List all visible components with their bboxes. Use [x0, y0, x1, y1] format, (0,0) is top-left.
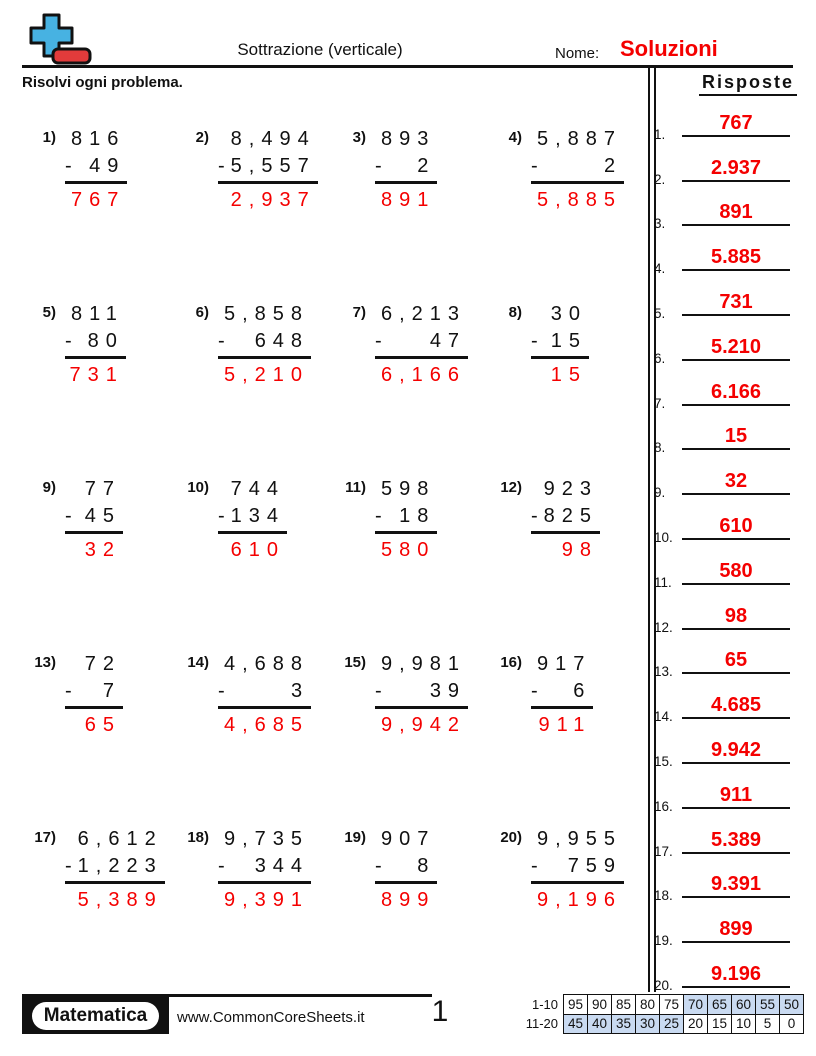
answer-number: 20.	[654, 977, 673, 993]
answer-number: 14.	[654, 709, 673, 725]
problem-number: 20)	[500, 829, 522, 846]
answer-number: 10.	[654, 529, 673, 545]
website-url: www.CommonCoreSheets.it	[177, 1009, 365, 1026]
equals-bar	[375, 356, 468, 359]
problem-answer: 65	[84, 714, 121, 736]
minus-sign-icon: -	[65, 330, 72, 352]
answer-blank-line	[682, 762, 790, 764]
problem-number: 17)	[34, 829, 56, 846]
problem-body	[531, 126, 624, 214]
problem-number: 7)	[352, 304, 366, 321]
minus-sign-icon: -	[531, 155, 538, 177]
subtrahend: 2	[417, 155, 436, 177]
grade-score-cell: 80	[636, 995, 660, 1015]
problem-number: 12)	[500, 479, 522, 496]
answer-blank-line	[682, 404, 790, 406]
subtrahend: 45	[84, 505, 121, 527]
subtrahend: 825	[543, 505, 599, 527]
problem-answer: 4,685	[224, 714, 310, 736]
problem-answer: 9,391	[224, 889, 310, 911]
problem-answer: 911	[538, 714, 592, 736]
subtrahend-row	[218, 678, 311, 705]
minuend: 6,213	[381, 303, 467, 325]
subtraction-problem	[334, 301, 490, 476]
minus-sign-icon: -	[218, 155, 225, 177]
equals-bar	[375, 531, 437, 534]
instruction-text: Risolvi ogni problema.	[22, 74, 183, 91]
subtrahend-row	[375, 853, 437, 880]
answer-blank-line	[682, 896, 790, 898]
subtrahend-row	[65, 328, 126, 355]
problem-number: 4)	[508, 129, 522, 146]
problem-body	[65, 301, 126, 389]
answer-value: 5.885	[710, 246, 762, 269]
problem-body	[218, 476, 287, 564]
problem-number: 16)	[500, 654, 522, 671]
problem-body	[218, 826, 311, 914]
problem-number: 13)	[34, 654, 56, 671]
equals-bar	[375, 881, 437, 884]
answer-row	[653, 324, 794, 369]
subtrahend: 759	[567, 855, 623, 877]
problem-answer: 6,166	[381, 364, 467, 386]
subtrahend: 8	[417, 855, 436, 877]
minuend: 8,494	[230, 128, 316, 150]
header-divider	[22, 65, 793, 68]
minuend: 598	[381, 478, 436, 500]
subtraction-problem	[24, 126, 177, 301]
answer-value: 4.685	[710, 694, 762, 717]
minus-sign-icon: -	[375, 680, 382, 702]
answer-blank-line	[682, 359, 790, 361]
equals-bar	[65, 531, 123, 534]
problem-number: 9)	[42, 479, 56, 496]
answer-blank-line	[682, 807, 790, 809]
problem-body	[65, 651, 123, 739]
answer-value: 98	[724, 604, 748, 627]
equals-bar	[65, 181, 127, 184]
grade-score-cell: 30	[636, 1014, 660, 1034]
answer-row	[653, 279, 794, 324]
equals-bar	[218, 531, 287, 534]
minus-sign-icon: -	[375, 505, 382, 527]
brand-name: Matematica	[32, 1002, 160, 1030]
grade-row	[524, 995, 804, 1015]
answer-value: 9.196	[710, 962, 762, 985]
subtrahend-row	[218, 153, 318, 180]
minus-sign-icon: -	[65, 505, 72, 527]
problem-number: 15)	[344, 654, 366, 671]
subtraction-problem	[24, 476, 177, 651]
subtraction-problem	[177, 651, 334, 826]
problem-answer: 9,942	[381, 714, 467, 736]
subtrahend: 18	[399, 505, 436, 527]
grade-score-cell: 20	[684, 1014, 708, 1034]
minus-sign-icon: -	[375, 330, 382, 352]
grade-score-cell: 25	[660, 1014, 684, 1034]
problem-body	[375, 301, 468, 389]
problem-number: 5)	[42, 304, 56, 321]
grade-score-cell: 55	[756, 995, 780, 1015]
minus-sign-icon: -	[65, 680, 72, 702]
subtrahend-row	[375, 503, 437, 530]
answer-blank-line	[682, 180, 790, 182]
problem-answer: 9,196	[537, 889, 623, 911]
subtraction-problem	[177, 826, 334, 1001]
subtrahend-row	[375, 328, 468, 355]
answer-blank-line	[682, 269, 790, 271]
answer-row	[653, 234, 794, 279]
page-title: Sottrazione (verticale)	[237, 40, 403, 59]
subtrahend-row	[65, 678, 123, 705]
subtraction-problem	[334, 651, 490, 826]
answer-blank-line	[682, 717, 790, 719]
minuend: 77	[84, 478, 121, 500]
minus-sign-icon: -	[531, 855, 538, 877]
subtrahend-row	[218, 328, 311, 355]
problem-answer: 32	[84, 539, 121, 561]
problem-answer: 731	[69, 364, 124, 386]
answer-number: 4.	[654, 261, 666, 277]
grade-score-cell: 50	[780, 995, 804, 1015]
answer-row	[653, 817, 794, 862]
minuend: 9,735	[224, 828, 310, 850]
answer-row	[653, 862, 794, 907]
minuend: 917	[537, 653, 592, 675]
minuend: 923	[543, 478, 599, 500]
problem-number: 11)	[345, 479, 366, 496]
answer-number: 7.	[654, 395, 666, 411]
answer-blank-line	[682, 941, 790, 943]
subtrahend: 39	[429, 680, 467, 702]
problem-answer: 767	[71, 189, 126, 211]
problem-number: 1)	[42, 129, 56, 146]
subtrahend: 2	[603, 155, 623, 177]
equals-bar	[531, 181, 624, 184]
grade-score-cell: 40	[588, 1014, 612, 1034]
answer-number: 16.	[654, 798, 673, 814]
grade-score-cell: 75	[660, 995, 684, 1015]
page-number: 1	[431, 995, 449, 1028]
subtraction-problem	[490, 651, 636, 826]
answers-heading: Risposte	[699, 72, 797, 96]
subtrahend: 7	[102, 680, 121, 702]
subtraction-problem	[334, 476, 490, 651]
answer-value: 911	[719, 783, 753, 806]
subtraction-problem	[177, 126, 334, 301]
answer-number: 6.	[654, 350, 666, 366]
minuend: 5,887	[537, 128, 623, 150]
subtrahend: 344	[254, 855, 310, 877]
answer-row	[653, 593, 794, 638]
equals-bar	[531, 356, 589, 359]
answer-number: 15.	[654, 753, 673, 769]
answer-row	[653, 682, 794, 727]
equals-bar	[531, 881, 624, 884]
answer-row	[653, 190, 794, 235]
minuend: 907	[381, 828, 436, 850]
problem-answer: 5,389	[77, 889, 163, 911]
answer-blank-line	[682, 628, 790, 630]
subtrahend: 6	[573, 680, 592, 702]
subtrahend: 47	[429, 330, 467, 352]
answer-value: 891	[719, 201, 753, 224]
answer-row	[653, 548, 794, 593]
subtraction-problem	[24, 651, 177, 826]
problem-body	[531, 476, 600, 564]
plus-minus-logo-icon	[22, 12, 94, 68]
subtraction-problem	[334, 126, 490, 301]
subtrahend: 648	[254, 330, 310, 352]
subtrahend-row	[65, 853, 165, 880]
subtrahend-row	[218, 503, 287, 530]
minuend: 893	[381, 128, 436, 150]
minuend: 816	[71, 128, 126, 150]
answer-row	[653, 727, 794, 772]
problem-body	[531, 301, 589, 389]
answer-number: 12.	[654, 619, 673, 635]
problem-number: 8)	[508, 304, 522, 321]
minus-sign-icon: -	[218, 330, 225, 352]
grade-score-cell: 95	[564, 995, 588, 1015]
grade-score-cell: 65	[708, 995, 732, 1015]
answer-row	[653, 951, 794, 996]
problem-answer: 98	[561, 539, 599, 561]
problem-number: 3)	[352, 129, 366, 146]
minuend: 9,955	[537, 828, 623, 850]
equals-bar	[65, 706, 123, 709]
problem-number: 18)	[187, 829, 209, 846]
problem-body	[65, 476, 123, 564]
brand-logo	[22, 997, 169, 1034]
answer-blank-line	[682, 538, 790, 540]
answer-value: 5.210	[710, 335, 762, 358]
problem-number: 2)	[195, 129, 209, 146]
problem-answer: 5,885	[537, 189, 623, 211]
grade-score-cell: 10	[732, 1014, 756, 1034]
minuend: 4,688	[224, 653, 310, 675]
answer-blank-line	[682, 135, 790, 137]
minus-sign-icon: -	[531, 680, 538, 702]
subtraction-problem	[490, 476, 636, 651]
problem-answer: 610	[230, 539, 286, 561]
minus-sign-icon: -	[375, 855, 382, 877]
answer-number: 1.	[654, 126, 666, 142]
grade-score-cell: 90	[588, 995, 612, 1015]
answer-row	[653, 145, 794, 190]
subtrahend: 49	[89, 155, 126, 177]
minus-sign-icon: -	[375, 155, 382, 177]
answer-row	[653, 458, 794, 503]
name-label: Nome:	[555, 45, 600, 62]
subtrahend: 5,557	[230, 155, 316, 177]
grade-score-cell: 35	[612, 1014, 636, 1034]
answer-number: 11.	[654, 574, 672, 590]
grade-score-cell: 45	[564, 1014, 588, 1034]
answer-blank-line	[682, 448, 790, 450]
answer-value: 6.166	[710, 380, 762, 403]
answer-value: 32	[724, 470, 748, 493]
equals-bar	[375, 706, 468, 709]
subtraction-problem	[490, 826, 636, 1001]
subtrahend: 3	[290, 680, 310, 702]
problem-body	[218, 301, 311, 389]
grade-score-cell: 0	[780, 1014, 804, 1034]
grading-table	[524, 994, 804, 1034]
subtrahend-row	[65, 503, 123, 530]
subtrahend-row	[375, 153, 437, 180]
problem-body	[65, 826, 165, 914]
answers-list	[653, 100, 794, 996]
answer-blank-line	[682, 852, 790, 854]
answer-number: 18.	[654, 888, 673, 904]
problem-answer: 891	[381, 189, 436, 211]
subtrahend: 1,223	[77, 855, 163, 877]
problems-grid	[24, 126, 636, 1001]
answer-number: 17.	[654, 843, 673, 859]
problem-answer: 5,210	[224, 364, 310, 386]
problem-body	[531, 651, 593, 739]
answer-value: 767	[719, 111, 753, 134]
equals-bar	[375, 181, 437, 184]
minuend: 811	[71, 303, 124, 325]
problem-body	[65, 126, 127, 214]
equals-bar	[218, 356, 311, 359]
answer-value: 610	[719, 514, 753, 537]
answer-row	[653, 906, 794, 951]
problem-answer: 15	[550, 364, 587, 386]
answer-row	[653, 772, 794, 817]
subtraction-problem	[24, 301, 177, 476]
minus-sign-icon: -	[218, 855, 225, 877]
answer-number: 5.	[654, 305, 666, 321]
equals-bar	[531, 531, 600, 534]
minuend: 9,981	[381, 653, 467, 675]
subtrahend: 15	[550, 330, 587, 352]
problem-answer: 2,937	[230, 189, 316, 211]
subtraction-problem	[24, 826, 177, 1001]
answer-number: 13.	[654, 664, 673, 680]
grade-score-cell: 60	[732, 995, 756, 1015]
answer-value: 9.391	[710, 873, 762, 896]
problem-body	[375, 651, 468, 739]
problem-answer: 580	[381, 539, 436, 561]
answer-row	[653, 503, 794, 548]
subtraction-problem	[490, 126, 636, 301]
minus-sign-icon: -	[218, 680, 225, 702]
problem-answer: 899	[381, 889, 436, 911]
grade-score-cell: 5	[756, 1014, 780, 1034]
grade-score-cell: 15	[708, 1014, 732, 1034]
minus-sign-icon: -	[531, 330, 538, 352]
grade-range-label: 1-10	[531, 996, 558, 1012]
answer-value: 899	[719, 918, 753, 941]
answer-row	[653, 369, 794, 414]
minuend: 30	[550, 303, 587, 325]
answer-number: 8.	[654, 440, 666, 456]
equals-bar	[531, 706, 593, 709]
minus-sign-icon: -	[65, 855, 72, 877]
answer-row	[653, 638, 794, 683]
answer-number: 9.	[654, 485, 666, 501]
problem-body	[218, 126, 318, 214]
name-value: Soluzioni	[620, 36, 718, 61]
subtraction-problem	[177, 301, 334, 476]
equals-bar	[218, 881, 311, 884]
minuend: 72	[84, 653, 121, 675]
subtraction-problem	[177, 476, 334, 651]
answer-blank-line	[682, 314, 790, 316]
subtrahend-row	[218, 853, 311, 880]
minus-sign-icon: -	[531, 505, 538, 527]
subtrahend-row	[531, 153, 624, 180]
answer-blank-line	[682, 583, 790, 585]
answer-blank-line	[682, 986, 790, 988]
minuend: 6,612	[77, 828, 163, 850]
equals-bar	[65, 356, 126, 359]
problem-body	[218, 651, 311, 739]
answer-row	[653, 414, 794, 459]
answer-number: 19.	[654, 933, 673, 949]
answer-number: 2.	[654, 171, 666, 187]
subtrahend-row	[375, 678, 468, 705]
problem-body	[531, 826, 624, 914]
answer-blank-line	[682, 224, 790, 226]
grade-score-cell: 85	[612, 995, 636, 1015]
subtrahend-row	[531, 328, 589, 355]
subtrahend: 80	[87, 330, 124, 352]
answer-number: 3.	[654, 216, 666, 232]
problem-number: 10)	[187, 479, 209, 496]
problem-body	[375, 826, 437, 914]
grade-score-cell: 70	[684, 995, 708, 1015]
problem-body	[375, 476, 437, 564]
minuend: 744	[230, 478, 286, 500]
minus-sign-icon: -	[218, 505, 225, 527]
problem-number: 19)	[344, 829, 366, 846]
answer-value: 5.389	[710, 828, 762, 851]
subtrahend-row	[65, 153, 127, 180]
minuend: 5,858	[224, 303, 310, 325]
answer-value: 65	[724, 649, 748, 672]
equals-bar	[65, 881, 165, 884]
answer-value: 580	[719, 559, 753, 582]
grade-range-label: 11-20	[525, 1016, 558, 1032]
subtrahend-row	[531, 678, 593, 705]
answer-value: 2.937	[710, 156, 762, 179]
equals-bar	[218, 706, 311, 709]
answer-blank-line	[682, 672, 790, 674]
answer-value: 731	[719, 290, 753, 313]
equals-bar	[218, 181, 318, 184]
answer-row	[653, 100, 794, 145]
answer-value: 15	[724, 425, 748, 448]
subtrahend: 134	[230, 505, 286, 527]
subtraction-problem	[490, 301, 636, 476]
subtrahend-row	[531, 853, 624, 880]
problem-body	[375, 126, 437, 214]
problem-number: 6)	[195, 304, 209, 321]
minus-sign-icon: -	[65, 155, 72, 177]
subtraction-problem	[334, 826, 490, 1001]
grade-row	[524, 1014, 804, 1034]
problem-number: 14)	[187, 654, 209, 671]
answer-value: 9.942	[710, 738, 762, 761]
answer-blank-line	[682, 493, 790, 495]
subtrahend-row	[531, 503, 600, 530]
